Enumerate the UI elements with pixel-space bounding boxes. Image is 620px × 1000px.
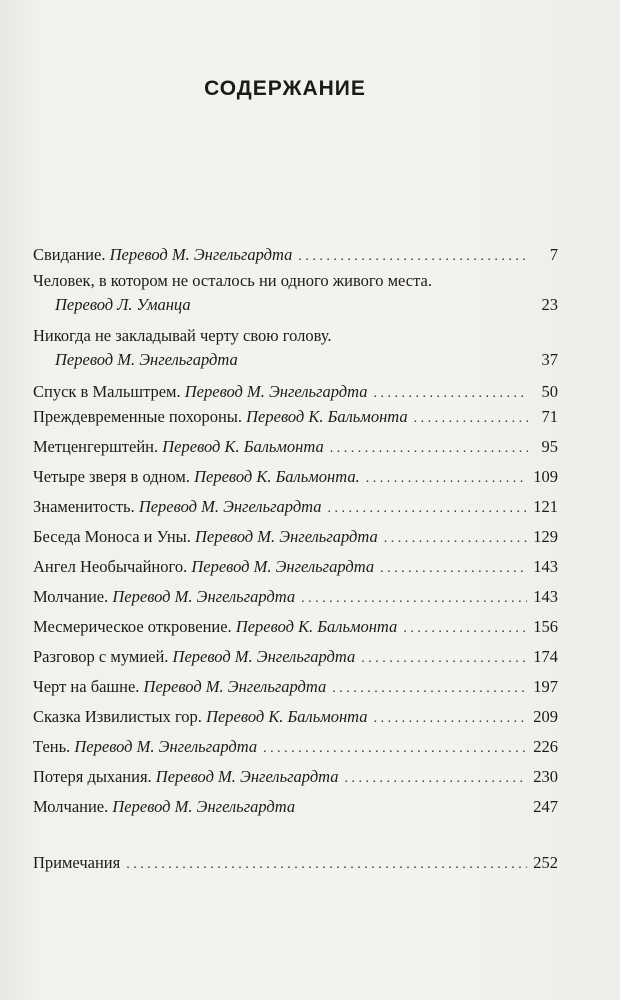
- entry-text: [33, 797, 295, 817]
- leader-dots: [301, 591, 527, 607]
- toc-entry: [33, 497, 558, 527]
- entry-text: [33, 467, 360, 487]
- entry-page-number: 143: [533, 557, 558, 577]
- entry-title: Спуск в Мальштрем.: [33, 381, 181, 401]
- entry-translator: Перевод М. Энгельгардта: [155, 767, 339, 787]
- entry-translator: Перевод М. Энгельгардта: [112, 797, 296, 817]
- entry-translator: Перевод М. Энгельгардта: [138, 497, 322, 517]
- entry-title: Примечания: [33, 853, 121, 873]
- toc-entry: [33, 853, 558, 879]
- entry-text: [33, 647, 355, 667]
- entry-page-number: 23: [541, 294, 558, 314]
- leader-dots: [384, 531, 528, 547]
- leader-dots: [366, 471, 528, 487]
- toc-entry: [33, 437, 558, 467]
- toc-entry: [33, 245, 558, 271]
- toc-entry: [33, 557, 558, 587]
- toc-entry: [33, 407, 558, 437]
- toc-entry: [33, 467, 558, 497]
- entry-translator: Перевод К. Бальмонта: [235, 617, 398, 637]
- entry-translator: Перевод М. Энгельгардта: [112, 587, 296, 607]
- leader-dots: [380, 561, 527, 577]
- entry-title: Сказка Извилистых гор.: [33, 707, 202, 727]
- leader-dots: [298, 249, 528, 265]
- leader-dots: [263, 741, 527, 757]
- leader-dots: [403, 621, 527, 637]
- page-title: СОДЕРЖАНИЕ: [204, 77, 366, 100]
- entry-translator: Перевод Л. Уманца: [55, 294, 191, 314]
- entry-translator: Перевод М. Энгельгардта: [109, 245, 293, 264]
- entry-title: Четыре зверя в одном.: [33, 467, 190, 487]
- entry-translator: Перевод К. Бальмонта: [206, 707, 368, 727]
- entry-title: Человек, в котором не осталось ни одного живого места.: [33, 270, 432, 290]
- entry-page-number: 230: [533, 767, 558, 787]
- entry-title: Потеря дыхания.: [33, 767, 152, 787]
- toc-entry: [33, 707, 558, 737]
- entry-text: [33, 677, 326, 697]
- leader-dots: [126, 857, 527, 873]
- entry-page-number: 71: [541, 407, 558, 427]
- toc-entry: [33, 527, 558, 557]
- entry-page-number: 252: [533, 853, 558, 873]
- toc-entry: [33, 382, 558, 408]
- entry-title: Разговор с мумией.: [33, 647, 169, 667]
- entry-title: Черт на башне.: [33, 677, 140, 697]
- entry-page-number: 121: [533, 497, 558, 517]
- entry-translator: Перевод М. Энгельгардта: [74, 737, 258, 757]
- entry-page-number: 174: [533, 647, 558, 667]
- entry-translator: Перевод М. Энгельгардта: [55, 350, 238, 370]
- entry-title: Месмерическое откровение.: [33, 617, 232, 637]
- entry-page-number: 143: [533, 587, 558, 607]
- entry-text: [33, 557, 374, 577]
- leader-dots: [373, 386, 528, 402]
- toc-entry: [33, 737, 558, 767]
- entry-text: [33, 767, 339, 787]
- entry-title: Молчание.: [33, 797, 109, 817]
- entry-title: Ангел Необычайного.: [33, 557, 188, 577]
- leader-dots: [328, 501, 528, 517]
- entry-text: [33, 407, 408, 427]
- entry-title: Метценгерштейн.: [33, 437, 159, 457]
- leader-dots: [332, 681, 527, 697]
- entry-translator: Перевод М. Энгельгардта: [172, 647, 356, 667]
- leader-dots: [330, 441, 528, 457]
- entry-page-number: 209: [533, 707, 558, 727]
- entry-text: [33, 527, 378, 547]
- toc-entry: [33, 271, 558, 295]
- toc-entry: [33, 587, 558, 617]
- toc-entry: [33, 326, 558, 350]
- entry-text: [33, 737, 257, 757]
- entry-page-number: 156: [533, 617, 558, 637]
- toc-entry: [33, 647, 558, 677]
- entry-page-number: 247: [533, 797, 558, 817]
- entry-page-number: 95: [541, 437, 558, 457]
- entry-translator: Перевод К. Бальмонта: [246, 407, 408, 427]
- entry-text: [33, 382, 367, 402]
- toc-entry: [33, 677, 558, 707]
- entry-page-number: 50: [541, 381, 558, 401]
- entry-title: Молчание.: [33, 587, 109, 607]
- entry-title: Преждевременные похороны.: [33, 407, 243, 427]
- toc-entry: [33, 797, 558, 827]
- toc-entry: [33, 767, 558, 797]
- entry-title: Тень.: [33, 737, 71, 757]
- entry-translator: Перевод К. Бальмонта.: [194, 467, 360, 487]
- entry-title: Никогда не закладывай черту свою голову.: [33, 326, 332, 346]
- toc-entry: [33, 617, 558, 647]
- entry-text: [33, 497, 322, 517]
- entry-title: Знаменитость.: [33, 497, 135, 517]
- entry-title: Беседа Моноса и Уны.: [33, 527, 191, 547]
- leader-dots: [361, 651, 527, 667]
- entry-text: [33, 617, 397, 637]
- entry-text: [33, 437, 324, 457]
- entry-page-number: 226: [533, 737, 558, 757]
- toc-entry-continuation: [33, 295, 558, 321]
- entry-page-number: 37: [541, 350, 558, 370]
- entry-title: Свидание.: [33, 245, 106, 264]
- toc-entry-continuation: [33, 350, 558, 376]
- entry-page-number: 7: [549, 245, 558, 264]
- entry-page-number: 129: [533, 527, 558, 547]
- entry-translator: Перевод М. Энгельгардта: [184, 381, 368, 401]
- leader-dots: [414, 411, 528, 427]
- entry-text: [33, 587, 295, 607]
- entry-page-number: 109: [533, 467, 558, 487]
- entry-translator: Перевод М. Энгельгардта: [195, 527, 378, 547]
- entry-text: [33, 707, 368, 727]
- entry-translator: Перевод М. Энгельгардта: [191, 557, 375, 577]
- entry-translator: Перевод К. Бальмонта: [162, 437, 324, 457]
- entry-page-number: 197: [533, 677, 558, 697]
- entry-translator: Перевод М. Энгельгардта: [143, 677, 327, 697]
- leader-dots: [374, 711, 528, 727]
- leader-dots: [345, 771, 528, 787]
- table-of-contents: [33, 245, 558, 879]
- entry-text: [33, 245, 292, 265]
